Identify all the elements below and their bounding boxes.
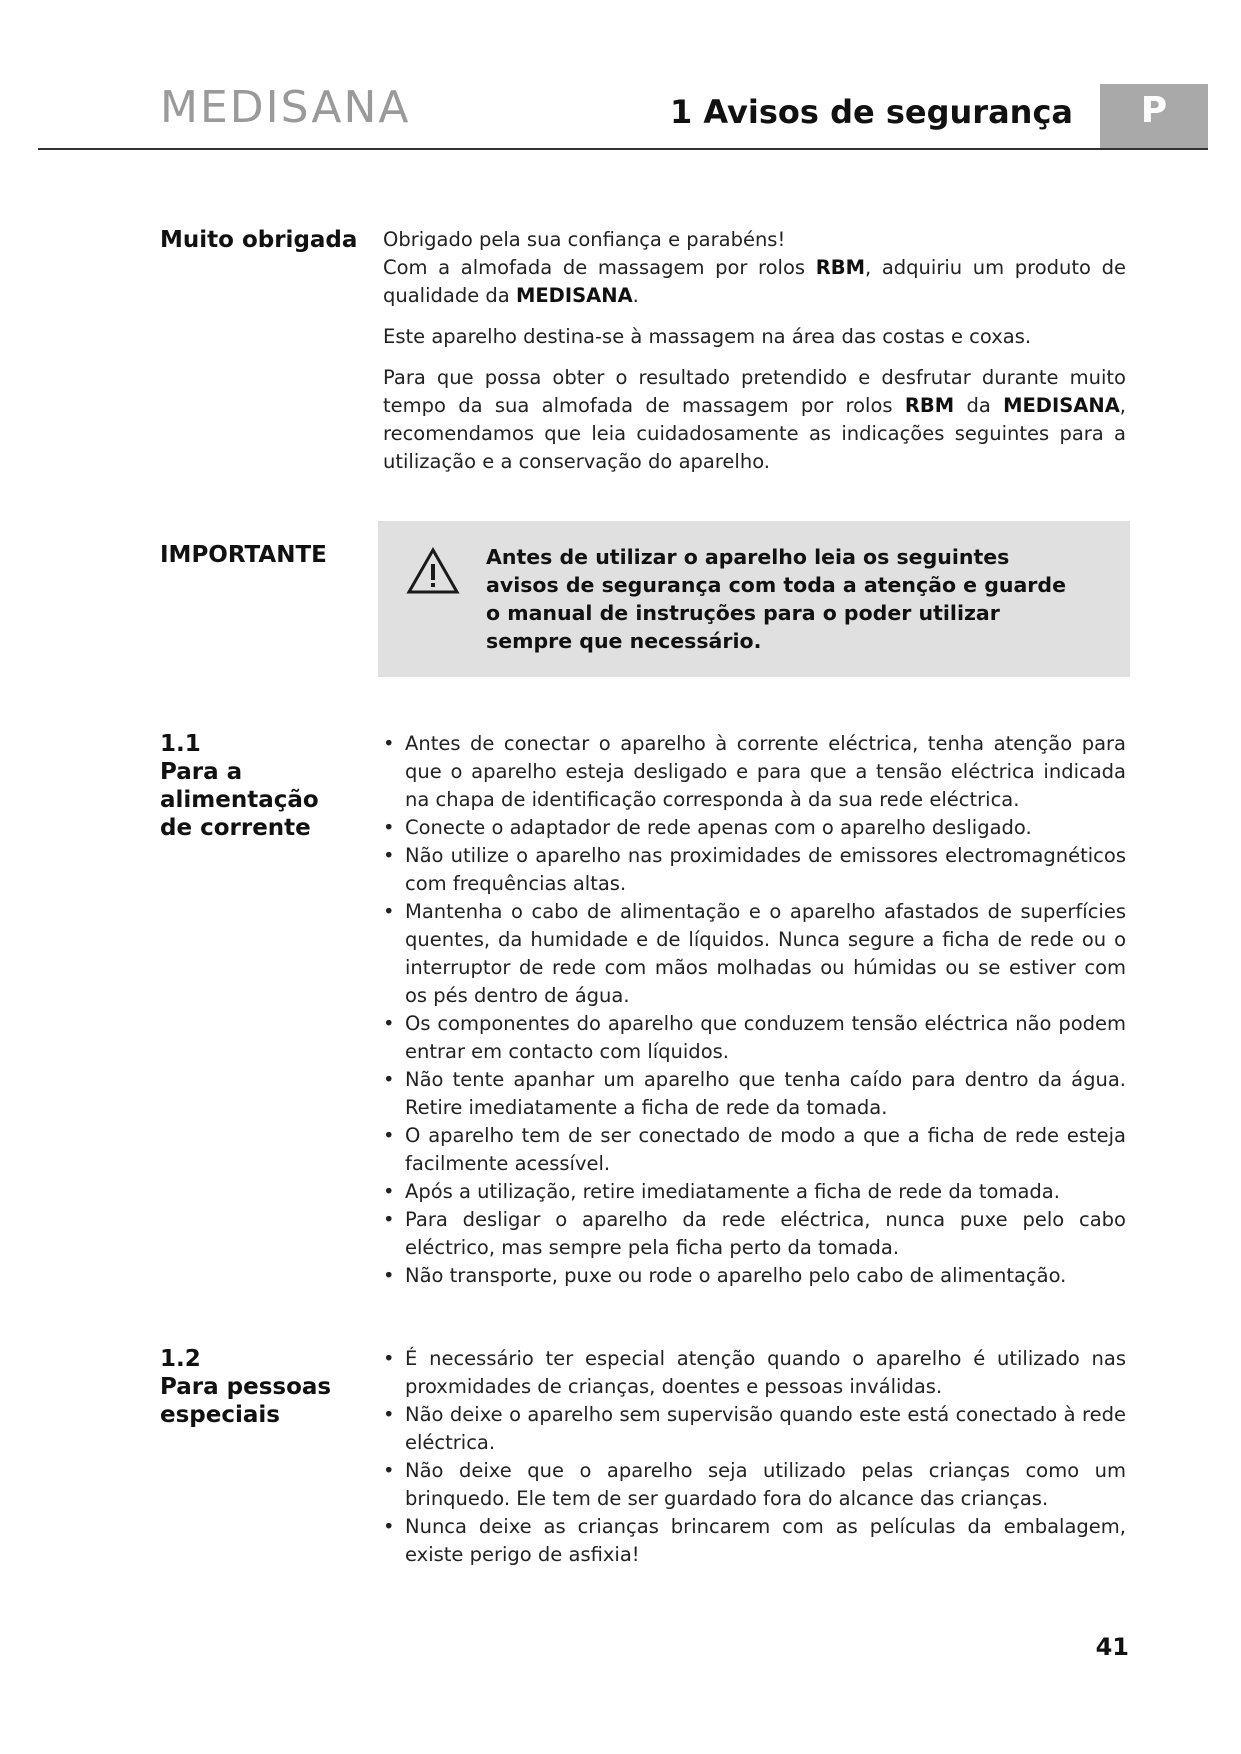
intro-line-2b: RBM (815, 256, 866, 279)
list-item: • Não deixe o aparelho sem supervisão quando este está conectado à rede eléctrica. (383, 1401, 1126, 1457)
section-1-1-heading (160, 730, 380, 842)
list-item: • O aparelho tem de ser conectado de modo a que a ficha de rede esteja facilmente acessível. (383, 1122, 1126, 1178)
list-item: • É necessário ter especial atenção quando o aparelho é utilizado nas proxmidades de crianças, doentes e pessoas inválidas. (383, 1345, 1126, 1401)
warning-triangle-icon (406, 547, 460, 595)
list-item: • Não utilize o aparelho nas proximidades de emissores electromagnéticos com frequências altas. (383, 842, 1126, 898)
list-item: • Antes de conectar o aparelho à corrente eléctrica, tenha atenção para que o aparelho esteja desligado e para que a tensão eléctrica indicada na chapa de identificação corresponda à da sua rede eléctrica. (383, 730, 1126, 814)
section-1-1-title-line1: Para a alimentação (160, 759, 319, 813)
section-1-1-title-line2: de corrente (160, 815, 311, 841)
list-item: • Não tente apanhar um aparelho que tenha caído para dentro da água. Retire imediatamente a ficha de rede da tomada. (383, 1066, 1126, 1122)
section-1-2-title-line2: especiais (160, 1402, 280, 1428)
page-title: 1 Avisos de segurança (670, 93, 1073, 131)
section-1-1-number: 1.1 (160, 731, 201, 757)
list-item: • Não transporte, puxe ou rode o aparelho pelo cabo de alimentação. (383, 1262, 1126, 1290)
intro-line-1: Obrigado pela sua confiança e parabéns! (383, 228, 786, 251)
important-label: IMPORTANTE (160, 542, 327, 568)
section-1-2-content (383, 1345, 1126, 1569)
section-1-2-list (383, 1345, 1126, 1569)
important-notice-box (378, 521, 1130, 677)
intro-para3-c: da (954, 394, 1004, 417)
section-1-2-title-line1: Para pessoas (160, 1374, 332, 1400)
intro-paragraph-1 (383, 226, 1126, 310)
intro-para3-d: MEDISANA (1003, 394, 1120, 417)
language-tab: P (1100, 84, 1208, 150)
intro-line-2a: Com a almofada de massagem por rolos (383, 256, 816, 279)
intro-line-2d: MEDISANA (515, 284, 633, 307)
intro-line-2c: , adquiriu um produto de qualidade da (383, 256, 1126, 307)
intro-para3-a: Para que possa obter o resultado pretendido e desfrutar durante muito tempo da sua almofada de massagem por rolos (383, 366, 1126, 417)
intro-line-2e: . (632, 284, 639, 307)
section-1-2-heading (160, 1345, 380, 1429)
brand-logo: MEDISANA (160, 82, 411, 133)
intro-content (383, 226, 1126, 489)
list-item: • Após a utilização, retire imediatamente a ficha de rede da tomada. (383, 1178, 1126, 1206)
list-item: • Para desligar o aparelho da rede eléctrica, nunca puxe pelo cabo eléctrico, mas sempre pela ficha perto da tomada. (383, 1206, 1126, 1262)
section-1-1-list (383, 730, 1126, 1290)
intro-para3-b: RBM (904, 394, 955, 417)
section-1-2-number: 1.2 (160, 1346, 201, 1372)
page-number: 41 (1095, 1633, 1129, 1661)
intro-paragraph-2: Este aparelho destina-se à massagem na área das costas e coxas. (383, 325, 1032, 348)
list-item: • Mantenha o cabo de alimentação e o aparelho afastados de superfícies quentes, da humidade e de líquidos. Nunca segure a ficha de rede ou o interruptor de rede com mãos molhadas ou húmidas ou se estiver com os pés dentro de água. (383, 898, 1126, 1010)
header-divider (38, 148, 1208, 150)
intro-label: Muito obrigada (160, 227, 358, 253)
list-item: • Nunca deixe as crianças brincarem com as películas da embalagem, existe perigo de asfixia! (383, 1513, 1126, 1569)
list-item: • Não deixe que o aparelho seja utilizado pelas crianças como um brinquedo. Ele tem de ser guardado fora do alcance das crianças. (383, 1457, 1126, 1513)
list-item: • Conecte o adaptador de rede apenas com o aparelho desligado. (383, 814, 1126, 842)
section-1-1-content (383, 730, 1126, 1290)
list-item: • Os componentes do aparelho que conduzem tensão eléctrica não podem entrar em contacto com líquidos. (383, 1010, 1126, 1066)
intro-paragraph-3 (383, 364, 1126, 476)
intro-para3-e: , recomendamos que leia cuidadosamente as indicações seguintes para a utilização e a conservação do aparelho. (383, 394, 1126, 473)
important-notice-text: Antes de utilizar o aparelho leia os seguintes avisos de segurança com toda a atenção e guarde o manual de instruções para o poder utilizar sempre que necessário. (486, 545, 1066, 653)
